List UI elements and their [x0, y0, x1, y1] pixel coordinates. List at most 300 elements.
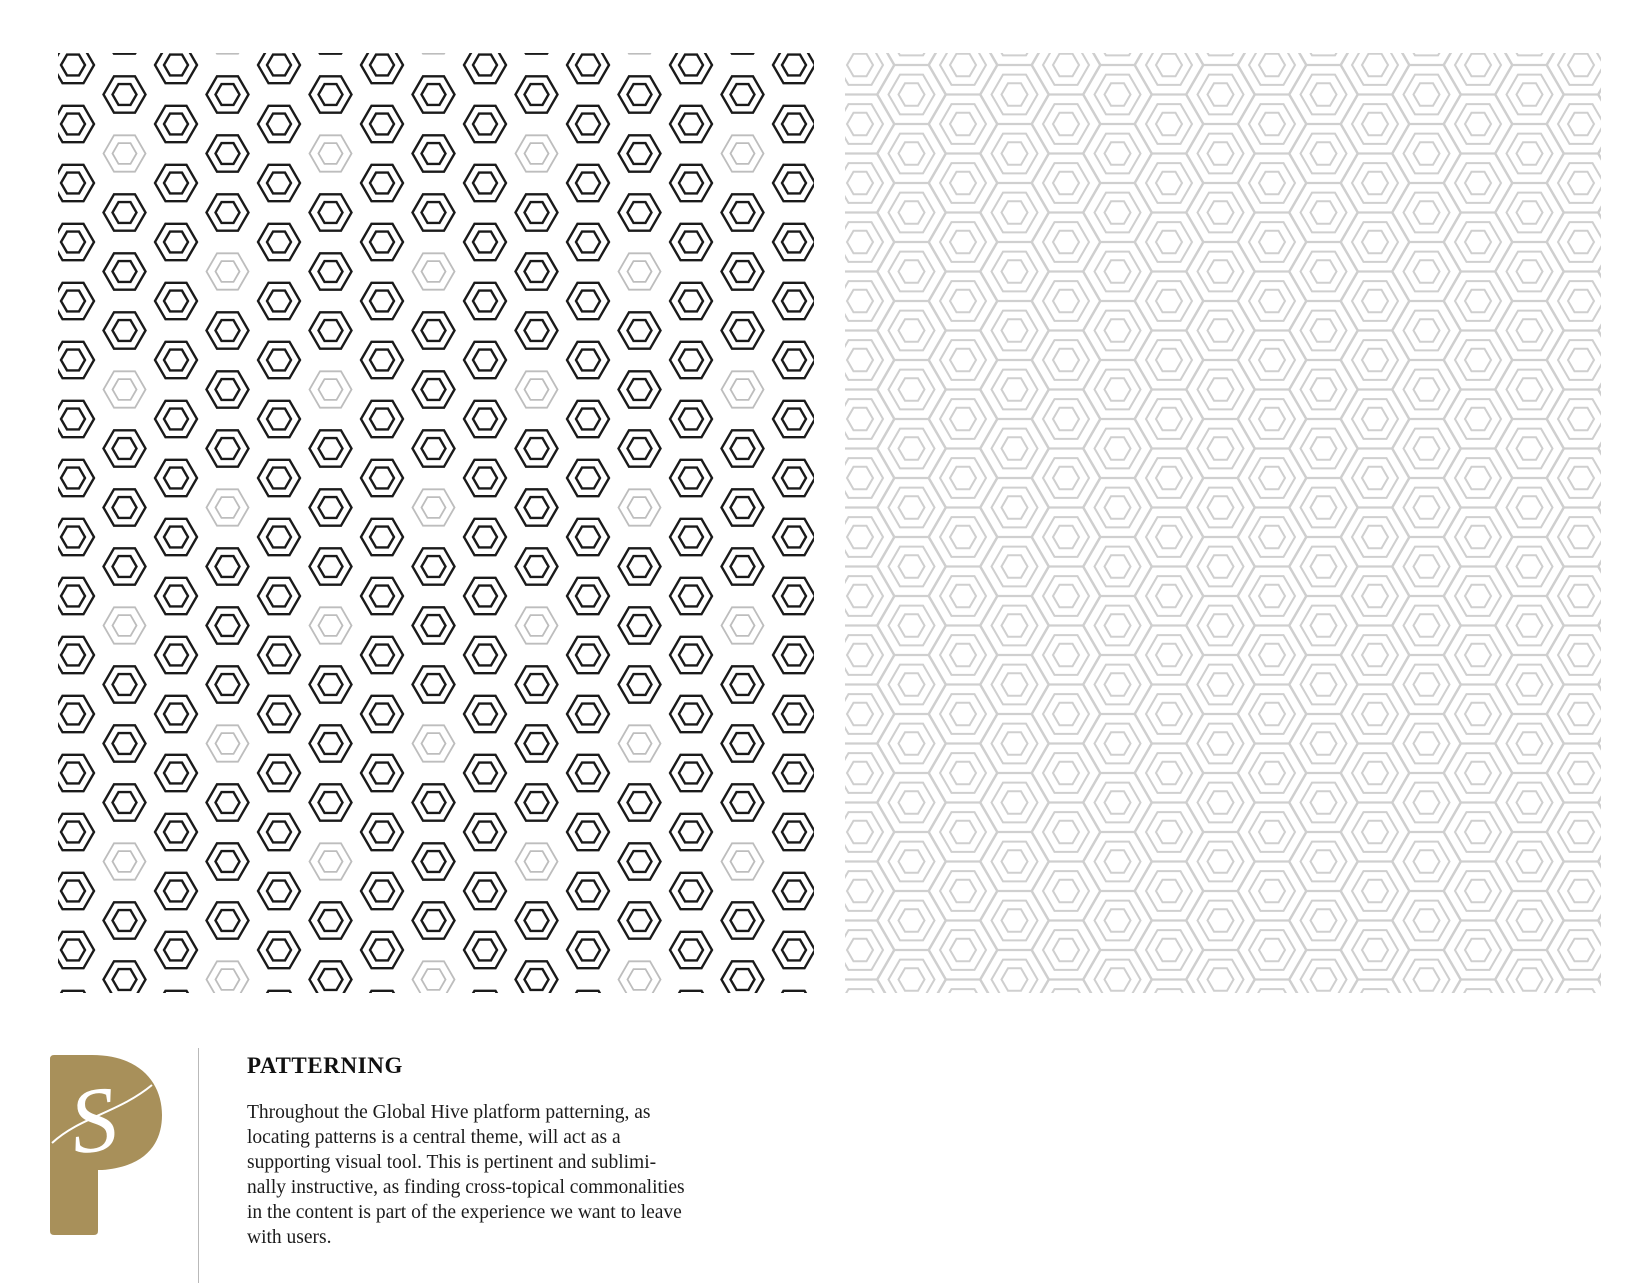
hexagon-outer [258, 224, 300, 260]
hexagon-outer [310, 371, 352, 407]
hexagon-ring-inner [1002, 201, 1028, 224]
hexagon-ring-inner [1053, 939, 1079, 962]
hexagon-ring-middle [1249, 694, 1295, 734]
hexagon-ring-middle [1455, 812, 1501, 852]
hexagon-outer [516, 371, 558, 407]
hexagon-ring-inner [1156, 290, 1182, 313]
hexagon-inner [164, 114, 188, 135]
hexagon-ring-middle [940, 812, 986, 852]
hexagon-inner [422, 202, 446, 223]
hexagon-outer [361, 106, 403, 142]
hexagon-outer [516, 548, 558, 584]
hexagon-ring-inner [847, 821, 873, 844]
hexagon-ring-inner [1414, 260, 1440, 283]
hexagon-inner [525, 674, 549, 695]
hexagon-inner [576, 55, 600, 76]
hexagon-ring-inner [1362, 113, 1388, 136]
hexagon-outer [207, 784, 249, 820]
hexagon-ring-middle [1095, 547, 1141, 587]
hexagon-inner [628, 674, 652, 695]
hexagon-ring-middle [1198, 606, 1244, 646]
hexagon-inner [679, 409, 703, 430]
hexagon-inner [422, 261, 446, 282]
hexagon-inner [113, 674, 137, 695]
hexagon-ring-middle [1507, 960, 1553, 993]
hexagon-inner [267, 114, 291, 135]
hexagon-outer [670, 696, 712, 732]
hexagon-inner [370, 940, 394, 961]
hexagon-inner [628, 910, 652, 931]
hexagon-ring-middle [1249, 576, 1295, 616]
hexagon-inner [267, 527, 291, 548]
hexagon-outer [258, 991, 300, 993]
hexagon-ring-middle [1455, 104, 1501, 144]
hexagon-outer [207, 253, 249, 289]
hexagon-ring-inner [950, 290, 976, 313]
hexagon-ring-inner [1208, 319, 1234, 342]
hexagon-outer [207, 430, 249, 466]
hexagon-inner [679, 527, 703, 548]
hexagon-inner [267, 822, 291, 843]
hexagon-outer [773, 283, 814, 319]
hexagon-ring-middle [940, 694, 986, 734]
hexagon-inner [61, 881, 85, 902]
hexagon-ring-middle [1249, 812, 1295, 852]
hexagon-ring-middle [1043, 635, 1089, 675]
hexagon-ring-outer [929, 53, 997, 94]
hexagon-ring-middle [1404, 370, 1450, 410]
hexagon-ring-inner [1362, 585, 1388, 608]
hexagon-inner [731, 202, 755, 223]
hexagon-outer [619, 194, 661, 230]
hexagon-inner [731, 143, 755, 164]
hexagon-ring-inner [1517, 968, 1543, 991]
hexagon-ring-middle [1558, 989, 1601, 993]
hexagon-inner [679, 940, 703, 961]
hexagon-ring-middle [1352, 517, 1398, 557]
hexagon-ring-inner [1414, 319, 1440, 342]
hexagon-outer [619, 961, 661, 993]
hexagon-ring-inner [1517, 614, 1543, 637]
hexagon-ring-inner [847, 644, 873, 667]
hexagon-inner [782, 468, 806, 489]
hexagon-ring-inner [899, 791, 925, 814]
hexagon-inner [731, 261, 755, 282]
hexagon-outer [207, 312, 249, 348]
hexagon-ring-inner [847, 349, 873, 372]
hexagon-ring-middle [889, 783, 935, 823]
hexagon-ring-inner [1105, 850, 1131, 873]
hexagon-outer [207, 371, 249, 407]
hexagon-ring-inner [847, 467, 873, 490]
hexagon-ring-inner [1465, 939, 1491, 962]
hexagon-ring-middle [1352, 812, 1398, 852]
hexagon-outer [567, 165, 609, 201]
hexagon-ring-middle [940, 930, 986, 970]
hexagon-inner [525, 910, 549, 931]
hexagon-ring-middle [992, 724, 1038, 764]
hexagon-inner [319, 733, 343, 754]
hexagon-ring-inner [1105, 614, 1131, 637]
hexagon-outer [413, 607, 455, 643]
hexagon-ring-inner [1002, 614, 1028, 637]
hexagon-ring-middle [845, 753, 883, 793]
hexagon-ring-middle [845, 222, 883, 262]
hexagon-ring-inner [1053, 290, 1079, 313]
hexagon-outer [619, 53, 661, 54]
hexagon-ring-inner [1465, 54, 1491, 77]
hexagon-ring-middle [1404, 724, 1450, 764]
hexagon-outer [155, 53, 197, 83]
hexagon-inner [473, 350, 497, 371]
hexagon-outer [58, 460, 94, 496]
hexagon-ring-middle [1249, 399, 1295, 439]
hexagon-ring-inner [1568, 526, 1594, 549]
hexagon-inner [525, 143, 549, 164]
hexagon-ring-middle [1455, 399, 1501, 439]
hexagon-inner [61, 114, 85, 135]
hexagon-ring-inner [1568, 939, 1594, 962]
hexagon-ring-inner [1156, 526, 1182, 549]
hexagon-ring-middle [1352, 930, 1398, 970]
hexagon-ring-inner [1259, 467, 1285, 490]
hexagon-ring-middle [1352, 694, 1398, 734]
hexagon-ring-middle [1507, 842, 1553, 882]
hexagon-inner [113, 851, 137, 872]
hexagon-ring-inner [1208, 968, 1234, 991]
hexagon-outer [310, 725, 352, 761]
hexagon-ring-middle [1301, 370, 1347, 410]
hexagon-ring-inner [1105, 142, 1131, 165]
hexagon-ring-middle [1455, 340, 1501, 380]
hexagon-ring-middle [940, 163, 986, 203]
hexagon-outer [516, 725, 558, 761]
hexagon-ring-middle [1198, 488, 1244, 528]
hexagon-ring-inner [1517, 791, 1543, 814]
hexagon-outer [413, 784, 455, 820]
hexagon-ring-middle [1352, 576, 1398, 616]
hexagon-ring-middle [1352, 989, 1398, 993]
hexagon-ring-middle [1043, 104, 1089, 144]
hexagon-ring-middle [1507, 252, 1553, 292]
hexagon-inner [628, 792, 652, 813]
hexagon-outer [258, 696, 300, 732]
hexagon-ring-middle [1146, 399, 1192, 439]
hexagon-inner [113, 84, 137, 105]
hexagon-ring-inner [1259, 290, 1285, 313]
hexagon-ring-inner [1208, 378, 1234, 401]
hexagon-ring-inner [1002, 378, 1028, 401]
hexagon-ring-middle [940, 871, 986, 911]
hexagon-outer [104, 371, 146, 407]
hexagon-outer [155, 637, 197, 673]
hexagon-ring-inner [1517, 496, 1543, 519]
hexagon-outer [413, 666, 455, 702]
hexagon-outer [104, 312, 146, 348]
hexagon-inner [525, 969, 549, 990]
hexagon-outer [516, 489, 558, 525]
hexagon-outer [258, 755, 300, 791]
hexagon-outer [670, 224, 712, 260]
hexagon-ring-inner [1414, 555, 1440, 578]
hexagon-inner [216, 320, 240, 341]
hexagon-ring-middle [845, 635, 883, 675]
hexagon-inner [576, 586, 600, 607]
hexagon-outer [413, 902, 455, 938]
hexagon-ring-middle [1043, 222, 1089, 262]
hexagon-ring-middle [1455, 458, 1501, 498]
hexagon-ring-inner [1465, 762, 1491, 785]
hexagon-ring-inner [1259, 880, 1285, 903]
hexagon-inner [61, 645, 85, 666]
hexagon-inner [731, 851, 755, 872]
hexagon-ring-middle [1404, 311, 1450, 351]
hexagon-ring-middle [992, 53, 1038, 55]
hexagon-outer [258, 165, 300, 201]
hexagon-inner [113, 556, 137, 577]
hexagon-outer [361, 637, 403, 673]
hexagon-ring-inner [950, 408, 976, 431]
hexagon-outer [361, 460, 403, 496]
hexagon-ring-inner [847, 585, 873, 608]
hexagon-ring-middle [1455, 222, 1501, 262]
hexagon-outer [310, 194, 352, 230]
hexagon-ring-middle [1146, 163, 1192, 203]
hexagon-ring-inner [1568, 290, 1594, 313]
hexagon-inner [422, 910, 446, 931]
hexagon-ring-inner [1259, 231, 1285, 254]
hexagon-ring-inner [1414, 968, 1440, 991]
hexagon-inner [164, 704, 188, 725]
hexagon-ring-middle [889, 547, 935, 587]
hexagon-inner [319, 438, 343, 459]
hexagon-outer [258, 637, 300, 673]
hexagon-ring-inner [1568, 467, 1594, 490]
hexagon-ring-inner [1311, 791, 1337, 814]
hexagon-inner [525, 261, 549, 282]
hexagon-ring-outer [1496, 950, 1564, 993]
hexagon-inner [422, 733, 446, 754]
hexagon-ring-middle [1095, 75, 1141, 115]
hexagon-ring-inner [1259, 172, 1285, 195]
hexagon-inner [370, 291, 394, 312]
hexagon-outer [773, 342, 814, 378]
hexagon-ring-middle [1404, 53, 1450, 55]
hexagon-ring-middle [1043, 576, 1089, 616]
hexagon-ring-inner [1002, 909, 1028, 932]
hexagon-ring-inner [899, 968, 925, 991]
hexagon-ring-inner [1414, 142, 1440, 165]
hexagon-ring-middle [1301, 960, 1347, 993]
hexagon-outer [722, 843, 764, 879]
hexagon-ring-middle [1301, 193, 1347, 233]
hexagon-outer [155, 519, 197, 555]
hexagon-ring-inner [1105, 496, 1131, 519]
hexagon-ring-middle [1352, 222, 1398, 262]
hexagon-outer [361, 401, 403, 437]
hexagon-ring-middle [1095, 429, 1141, 469]
hexagon-inner [782, 940, 806, 961]
hexagon-ring-inner [1414, 614, 1440, 637]
hexagon-ring-middle [1043, 930, 1089, 970]
hexagon-ring-inner [1414, 732, 1440, 755]
hexagon-ring-inner [1156, 349, 1182, 372]
hexagon-ring-middle [1249, 222, 1295, 262]
hexagon-inner [164, 586, 188, 607]
hexagon-outer [567, 342, 609, 378]
hexagon-inner [782, 527, 806, 548]
hexagon-ring-inner [1053, 349, 1079, 372]
hexagon-ring-inner [1517, 673, 1543, 696]
hexagon-ring-middle [1043, 281, 1089, 321]
hexagon-inner [628, 143, 652, 164]
hexagon-ring-middle [1301, 606, 1347, 646]
hexagon-ring-inner [1053, 644, 1079, 667]
hexagon-ring-inner [1002, 673, 1028, 696]
hexagon-outer [310, 961, 352, 993]
hexagon-inner [164, 468, 188, 489]
hexagon-ring-inner [899, 614, 925, 637]
hexagon-ring-inner [1362, 880, 1388, 903]
hexagon-ring-middle [1455, 53, 1501, 85]
hexagon-ring-middle [1301, 547, 1347, 587]
hexagon-inner [164, 350, 188, 371]
hexagon-ring-middle [1507, 370, 1553, 410]
hexagon-ring-middle [1146, 340, 1192, 380]
hexagon-inner [61, 527, 85, 548]
hexagon-ring-inner [1311, 496, 1337, 519]
hexagon-inner [576, 350, 600, 371]
hexagon-outer [155, 165, 197, 201]
hexagon-outer [567, 873, 609, 909]
hexagon-ring-inner [1362, 762, 1388, 785]
hexagon-inner [267, 763, 291, 784]
hexagon-ring-inner [950, 349, 976, 372]
hexagon-outer [773, 637, 814, 673]
hexagon-inner [319, 497, 343, 518]
hexagon-ring-middle [845, 517, 883, 557]
hexagon-outer [58, 224, 94, 260]
hexagon-ring-middle [1146, 53, 1192, 85]
hexagon-outer [207, 843, 249, 879]
hexagon-ring-middle [889, 724, 935, 764]
hexagon-ring-middle [1043, 53, 1089, 85]
hexagon-ring-middle [1043, 458, 1089, 498]
hexagon-ring-inner [1568, 880, 1594, 903]
hexagon-outer [310, 489, 352, 525]
hexagon-ring-middle [1455, 281, 1501, 321]
hexagon-ring-middle [1146, 576, 1192, 616]
hexagon-outer [464, 519, 506, 555]
hexagon-ring-inner [1362, 939, 1388, 962]
hexagon-outer [464, 342, 506, 378]
hexagon-ring-inner [1105, 555, 1131, 578]
hexagon-outer [567, 283, 609, 319]
hexagon-ring-middle [992, 901, 1038, 941]
hexagon-inner [164, 55, 188, 76]
hexagon-ring-outer [1393, 950, 1461, 993]
hexagon-pattern-dark [58, 53, 814, 993]
hexagon-outer [516, 76, 558, 112]
hexagon-inner [731, 733, 755, 754]
hexagon-outer [773, 991, 814, 993]
hexagon-ring-outer [1444, 53, 1512, 94]
hexagon-ring-middle [889, 665, 935, 705]
hexagon-outer [361, 224, 403, 260]
hexagon-inner [576, 291, 600, 312]
hexagon-inner [319, 910, 343, 931]
hexagon-ring-middle [1301, 429, 1347, 469]
hexagon-inner [113, 261, 137, 282]
hexagon-outer [413, 371, 455, 407]
hexagon-ring-middle [1198, 193, 1244, 233]
hexagon-outer [464, 637, 506, 673]
hexagon-outer [361, 519, 403, 555]
hexagon-outer [464, 165, 506, 201]
hexagon-ring-inner [847, 54, 873, 77]
hexagon-outer [361, 578, 403, 614]
hexagon-ring-middle [845, 694, 883, 734]
hexagon-ring-inner [1105, 968, 1131, 991]
hexagon-ring-inner [1311, 850, 1337, 873]
hexagon-inner [628, 851, 652, 872]
hexagon-ring-middle [1249, 635, 1295, 675]
hexagon-ring-middle [1198, 429, 1244, 469]
hexagon-outer [104, 843, 146, 879]
hexagon-inner [319, 379, 343, 400]
hexagon-ring-inner [1568, 113, 1594, 136]
hexagon-inner [113, 615, 137, 636]
hexagon-outer [207, 194, 249, 230]
hexagon-outer [207, 489, 249, 525]
hexagon-inner [731, 969, 755, 990]
hexagon-outer [464, 814, 506, 850]
hexagon-outer [207, 902, 249, 938]
hexagon-ring-middle [1507, 193, 1553, 233]
hexagon-ring-middle [1198, 134, 1244, 174]
hexagon-ring-inner [1053, 703, 1079, 726]
hexagon-ring-outer [1290, 950, 1358, 993]
hexagon-ring-inner [1465, 526, 1491, 549]
hexagon-inner [319, 261, 343, 282]
hexagon-ring-inner [950, 231, 976, 254]
hexagon-ring-inner [1517, 378, 1543, 401]
hexagon-inner [679, 232, 703, 253]
hexagon-outer [413, 489, 455, 525]
hexagon-ring-middle [992, 960, 1038, 993]
hexagon-ring-middle [1095, 252, 1141, 292]
hexagon-ring-inner [1002, 732, 1028, 755]
hexagon-ring-outer [878, 950, 946, 993]
hexagon-inner [113, 969, 137, 990]
hexagon-ring-middle [1352, 340, 1398, 380]
hexagon-ring-inner [1517, 319, 1543, 342]
hexagon-inner [216, 615, 240, 636]
hexagon-outer [155, 873, 197, 909]
hexagon-inner [782, 173, 806, 194]
hexagon-inner [319, 674, 343, 695]
hexagon-inner [576, 409, 600, 430]
hexagon-inner [473, 291, 497, 312]
hexagon-outer [516, 666, 558, 702]
hexagon-inner [422, 143, 446, 164]
hexagon-ring-middle [1146, 812, 1192, 852]
hexagon-outer [58, 696, 94, 732]
hexagon-ring-inner [1517, 201, 1543, 224]
hexagon-outer [516, 53, 558, 54]
hexagon-ring-middle [845, 871, 883, 911]
hexagon-outer [567, 106, 609, 142]
